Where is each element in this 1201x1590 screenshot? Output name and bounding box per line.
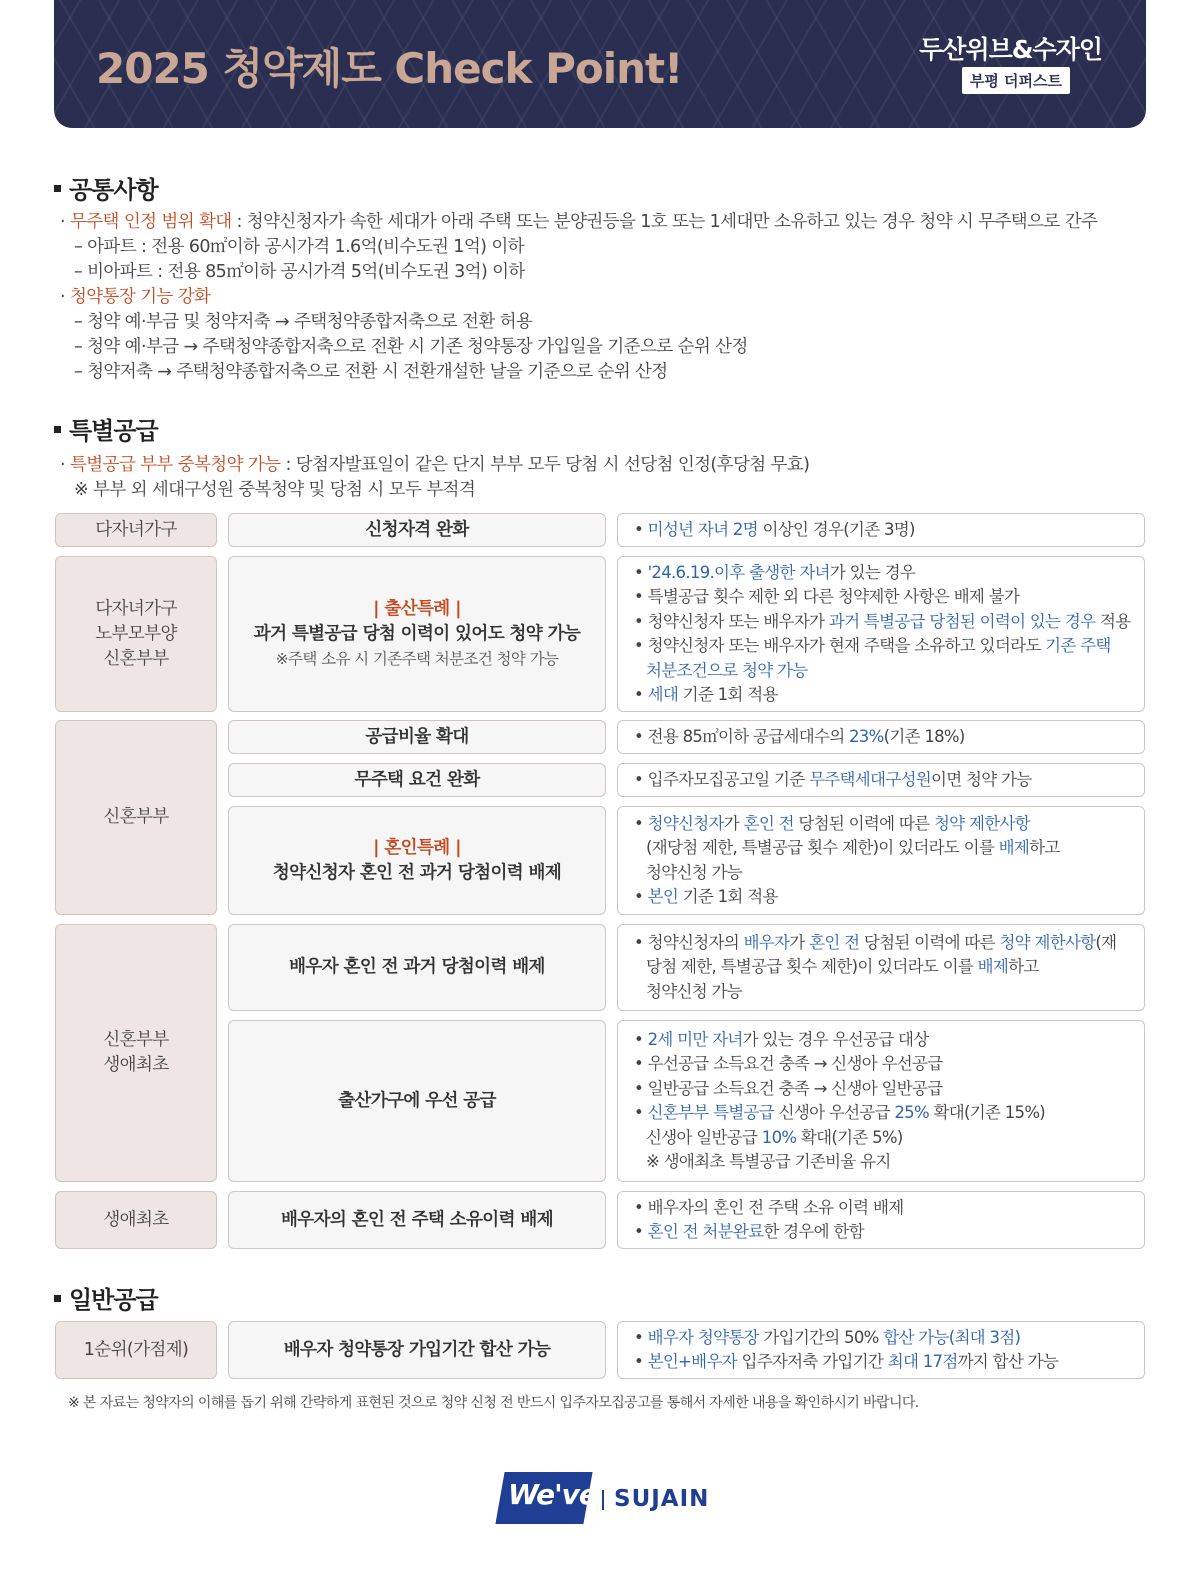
section-title-common: 공통사항: [54, 170, 158, 205]
header-banner: [54, 0, 1146, 128]
row-detail-birth-priority: • 2세 미만 자녀가 있는 경우 우선공급 대상 • 우선공급 소득요건 충족 → 신생아 우선공급 • 일반공급 소득요건 충족 → 신생아 일반공급 • 신혼부부 특별공급 신생아 우선공급 25% 확대(기존 15%) 신생아 일반공급 10% 확대(기존 5%) ※ 생애최초 특별공급 기존비율 유지: [617, 1020, 1145, 1182]
row-detail-account-merge: • 배우자 청약통장 가입기간의 50% 합산 가능(최대 3점) • 본인+배우자 입주자저축 가입기간 최대 17점까지 합산 가능: [617, 1321, 1145, 1379]
row-detail-supply-ratio: • 전용 85㎡이하 공급세대수의 23%(기존 18%): [617, 720, 1145, 754]
row-topic-birth-priority: 출산가구에 우선 공급: [228, 1020, 606, 1182]
row-topic-supply-ratio: 공급비율 확대: [228, 720, 606, 754]
row-topic-marriage-exception: | 혼인특례 | 청약신청자 혼인 전 과거 당첨이력 배제: [228, 806, 606, 915]
row-topic-homeless-relax: 무주택 요건 완화: [228, 763, 606, 797]
weve-logo-text: We've: [508, 1478, 597, 1511]
row-topic-eligibility: 신청자격 완화: [228, 513, 606, 547]
common-line-7: – 청약저축 → 주택청약종합저축으로 전환 시 전환개설한 날을 기준으로 순위 산정: [74, 362, 668, 382]
special-line-1: · 특별공급 부부 중복청약 가능 : 당첨자발표일이 같은 단지 부부 모두 당첨 시 선당첨 인정(후당첨 무효): [60, 455, 810, 475]
section-title-special: 특별공급: [54, 411, 158, 446]
common-line-2: – 아파트 : 전용 60㎡이하 공시가격 1.6억(비수도권 1억) 이하: [74, 237, 524, 257]
row-category-firsttime: 생애최초: [55, 1191, 217, 1249]
row-detail-marriage-exception: • 청약신청자가 혼인 전 당첨된 이력에 따른 청약 제한사항 (재당첨 제한, 특별공급 횟수 제한)이 있더라도 이를 배제하고 청약신청 가능 • 본인 기준 1회 적용: [617, 806, 1145, 915]
row-detail-birth-exception: • '24.6.19.이후 출생한 자녀가 있는 경우 • 특별공급 횟수 제한 외 다른 청약제한 사항은 배제 불가 • 청약신청자 또는 배우자가 과거 특별공급 당첨된 이력이 있는 경우 적용 • 청약신청자 또는 배우자가 현재 주택을 소유하고 있더라도 기존 주택 처분조건으로 청약 가능 • 세대 기준 1회 적용: [617, 556, 1145, 712]
row-topic-spouse-ownership: 배우자의 혼인 전 주택 소유이력 배제: [228, 1191, 606, 1249]
row-category-multichild: 다자녀가구: [55, 513, 217, 547]
square-bullet-icon: [54, 426, 61, 433]
page-title: 2025 청약제도 Check Point!: [96, 44, 683, 93]
row-detail-homeless-relax: • 입주자모집공고일 기준 무주택세대구성원이면 청약 가능: [617, 763, 1145, 797]
sujain-logo-text: SUJAIN: [614, 1486, 710, 1512]
row-category-newlywed-firsttime: 신혼부부 생애최초: [55, 924, 217, 1182]
common-line-6: – 청약 예·부금 → 주택청약종합저축으로 전환 시 기존 청약통장 가입일을 기준으로 순위 산정: [74, 337, 748, 357]
brand-name: 두산위브&수자인: [919, 35, 1102, 64]
common-line-4: · 청약통장 기능 강화: [60, 287, 211, 307]
common-line-1: · 무주택 인정 범위 확대 : 청약신청자가 속한 세대가 아래 주택 또는 분양권등을 1호 또는 1세대만 소유하고 있는 경우 청약 시 무주택으로 간주: [60, 212, 1098, 232]
row-category-birth: 다자녀가구 노부모부양 신혼부부: [55, 556, 217, 712]
brand-logo: [500, 1468, 710, 1528]
complex-name-badge: 부평 더퍼스트: [962, 67, 1070, 94]
square-bullet-icon: [54, 185, 61, 192]
section-title-general: 일반공급: [54, 1280, 158, 1315]
disclaimer-footnote: ※ 본 자료는 청약자의 이해를 돕기 위해 간략하게 표현된 것으로 청약 신청 전 반드시 입주자모집공고를 통해서 자세한 내용을 확인하시기 바랍니다.: [68, 1395, 919, 1411]
common-line-3: – 비아파트 : 전용 85㎡이하 공시가격 5억(비수도권 3억) 이하: [74, 262, 525, 282]
logo-divider: [602, 1490, 604, 1510]
special-line-2: ※ 부부 외 세대구성원 중복청약 및 당첨 시 모두 부적격: [74, 480, 476, 500]
row-category-newlywed: 신혼부부: [55, 720, 217, 915]
row-category-first-priority: 1순위(가점제): [55, 1321, 217, 1379]
row-topic-account-merge: 배우자 청약통장 가입기간 합산 가능: [228, 1321, 606, 1379]
row-detail-eligibility: • 미성년 자녀 2명 이상인 경우(기존 3명): [617, 513, 1145, 547]
row-detail-spouse-ownership: • 배우자의 혼인 전 주택 소유 이력 배제 • 혼인 전 처분완료한 경우에 한함: [617, 1191, 1145, 1249]
square-bullet-icon: [54, 1295, 61, 1302]
common-line-5: – 청약 예·부금 및 청약저축 → 주택청약종합저축으로 전환 허용: [74, 312, 533, 332]
row-topic-spouse-exclusion: 배우자 혼인 전 과거 당첨이력 배제: [228, 924, 606, 1011]
row-topic-birth-exception: | 출산특례 | 과거 특별공급 당첨 이력이 있어도 청약 가능 ※주택 소유 시 기존주택 처분조건 청약 가능: [228, 556, 606, 712]
row-detail-spouse-exclusion: • 청약신청자의 배우자가 혼인 전 당첨된 이력에 따른 청약 제한사항(재 당첨 제한, 특별공급 횟수 제한)이 있더라도 이를 배제하고 청약신청 가능: [617, 924, 1145, 1011]
